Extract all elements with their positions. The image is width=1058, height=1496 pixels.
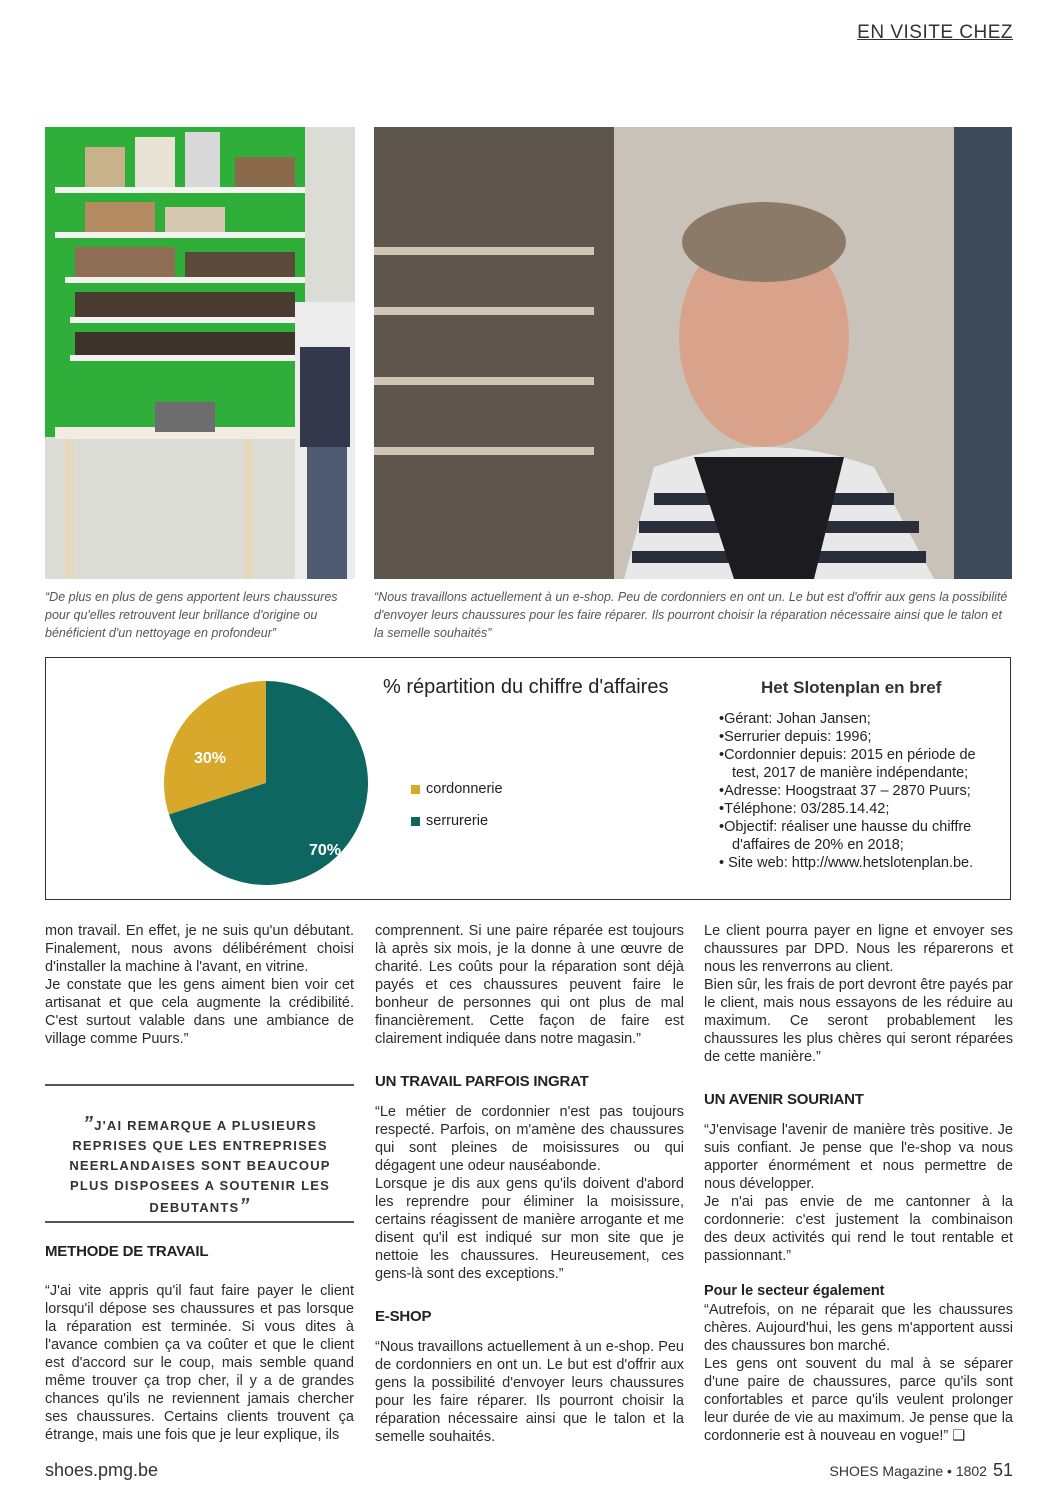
legend-swatch-cordonnerie xyxy=(411,785,420,794)
col3-paragraph-4: Je n'ai pas envie de me cantonner à la cordonnerie: c'est justement la combinaison des deux activités qui rend le tout rentable et passionnant.” xyxy=(704,1194,1013,1264)
legend-item-cordonnerie xyxy=(411,781,503,797)
legend-item-serrurerie xyxy=(411,813,488,829)
article-column-3-end xyxy=(704,1301,1013,1445)
brief-item-objective: •Objectif: réaliser une hausse du chiffre d'affaires de 20% en 2018; xyxy=(719,819,972,853)
brief-list xyxy=(719,710,1004,872)
subheading-secteur: Pour le secteur également xyxy=(704,1283,885,1299)
brief-item-manager: •Gérant: Johan Jansen; xyxy=(719,711,871,727)
legend-swatch-serrurerie xyxy=(411,817,420,826)
col2-paragraph-4: “Nous travaillons actuellement à un e-shop. Peu de cordonniers en ont un. Le but est d'offrir aux gens la possibilité d'envoyer leurs chaussures pour les faire réparer. Ils pourront choisir la réparation nécessaire ainsi que le talon et la semelle souhaités. xyxy=(375,1339,684,1445)
col3-paragraph-5: “Autrefois, on ne réparait que les chaussures chères. Aujourd'hui, les gens m'apportent aussi des chaussures bon marché. xyxy=(704,1302,1013,1354)
legend-label-serrurerie: serrurerie xyxy=(426,813,489,829)
page-number: 51 xyxy=(992,1460,1013,1480)
pullquote-bottom-rule xyxy=(45,1221,354,1223)
pull-quote-close-mark: ” xyxy=(239,1195,251,1217)
heading-e-shop: E-SHOP xyxy=(375,1308,432,1325)
end-mark-icon: ❑ xyxy=(952,1428,966,1444)
workshop-caption: “De plus en plus de gens apportent leurs chaussures pour qu'elles retrouvent leur brillance d'origine ou bénéficient d'un nettoyage en profondeur” xyxy=(45,590,338,640)
col3-paragraph-1: Le client pourra payer en ligne et envoyer ses chaussures par DPD. Nous les réparerons et nous les renverrons au client. xyxy=(704,923,1013,975)
info-box xyxy=(45,657,1011,900)
col2-paragraph-1: comprennent. Si une paire réparée est toujours là après six mois, je la donne à une œuvre de charité. Les coûts pour la réparation sont déjà payés et ces chaussures peuvent faire le bonheur de personnes qui ont plus de mal financièrement. Cette façon de faire est clairement indiquée dans notre magasin.” xyxy=(375,923,684,1047)
portrait-photo xyxy=(374,127,1012,579)
portrait-illustration xyxy=(374,127,1012,579)
pie-label-cordonnerie: 30% xyxy=(194,750,227,767)
article-column-3-mid xyxy=(704,1121,1013,1265)
brief-title: Het Slotenplan en bref xyxy=(761,678,942,697)
pie-label-serrurerie: 70% xyxy=(309,842,342,859)
workshop-illustration xyxy=(45,127,355,579)
section-label: EN VISITE CHEZ xyxy=(857,22,1013,43)
article-column-3 xyxy=(704,922,1013,1066)
brief-item-address: •Adresse: Hoogstraat 37 – 2870 Puurs; xyxy=(719,783,971,799)
brief-item-website: • Site web: http://www.hetslotenplan.be. xyxy=(719,855,974,871)
article-column-1 xyxy=(45,922,354,1048)
col3-paragraph-2: Bien sûr, les frais de port devront être payés par le client, mais nous essayons de les réduire au maximum. Ce seront probablement les chaussures les plus chères qui seront réparées de cette manière.” xyxy=(704,977,1013,1065)
legend-label-cordonnerie: cordonnerie xyxy=(426,781,503,797)
col3-paragraph-6-text: Les gens ont souvent du mal à se séparer d'une paire de chaussures, parce qu'ils sont confortables et parce qu'ils veulent prolonger leur durée de vie au maximum. Je pense que la cordonnerie est à nouveau en vogue!” xyxy=(704,1356,1013,1444)
brief-item-phone: •Téléphone: 03/285.14.42; xyxy=(719,801,890,817)
heading-un-travail-parfois-ingrat: UN TRAVAIL PARFOIS INGRAT xyxy=(375,1073,589,1090)
footer-website: shoes.pmg.be xyxy=(45,1460,159,1480)
col1-paragraph-3: “J'ai vite appris qu'il faut faire payer le client lorsqu'il dépose ses chaussures et pas lorsque la réparation est terminée. Si vous dites à l'avance combien ça va coûter et que le client est d'accord sur le coup, mais semble quand même trouver ça trop cher, il y a de grandes chances qu'ils ne reviennent jamais chercher ses chaussures. Certains clients trouvent ça étrange, mais une fois que je leur explique, ils xyxy=(45,1283,354,1443)
pull-quote xyxy=(55,1114,345,1218)
portrait-caption: “Nous travaillons actuellement à un e-shop. Peu de cordonniers en ont un. Le but est d'offrir aux gens la possibilité d'envoyer leurs chaussures pour les faire réparer. Ils pourront choisir la réparation nécessaire ainsi que le talon et la semelle souhaités” xyxy=(374,590,1008,640)
brief-item-cobbler: •Cordonnier depuis: 2015 en période de test, 2017 de manière indépendante; xyxy=(719,747,976,781)
workshop-photo xyxy=(45,127,355,579)
col2-paragraph-2 xyxy=(375,1103,684,1283)
col3-paragraph-3: “J'envisage l'avenir de manière très positive. Je suis confiant. Je pense que l'e-shop va nous apporter énormément et nous permettre de nous développer. xyxy=(704,1122,1013,1192)
pie-chart xyxy=(161,678,371,888)
brief-item-locksmith: •Serrurier depuis: 1996; xyxy=(719,729,872,745)
pull-quote-text: J'AI REMARQUE A PLUSIEURS REPRISES QUE LES ENTREPRISES NEERLANDAISES SONT BEAUCOUP PLUS DISPOSEES A SOUTENIR LES DEBUTANTS xyxy=(69,1118,331,1215)
chart-title: % répartition du chiffre d'affaires xyxy=(383,676,669,698)
col3-paragraph-6 xyxy=(704,1355,1013,1445)
col1-paragraph-2: Je constate que les gens aiment bien voir cet artisanat et que cela augmente la crédibilité. C'est surtout valable dans une ambiance de village comme Puurs.” xyxy=(45,977,354,1047)
pull-quote-open-mark: ” xyxy=(82,1113,95,1135)
col1-paragraph-1: mon travail. En effet, je ne suis qu'un débutant. Finalement, nous avons délibérément choisi d'installer la machine à l'avant, en vitrine. xyxy=(45,923,354,975)
col2-paragraph-2a: “Le métier de cordonnier n'est pas toujours respecté. Parfois, on m'amène des chaussures qui sont pleines de moisissures ou qui dégagent une odeur nauséabonde. xyxy=(375,1104,684,1174)
heading-un-avenir-souriant: UN AVENIR SOURIANT xyxy=(704,1091,864,1108)
heading-methode-de-travail: METHODE DE TRAVAIL xyxy=(45,1243,209,1260)
pullquote-top-rule xyxy=(45,1084,354,1086)
col2-paragraph-2b: Lorsque je dis aux gens qu'ils doivent d'abord les reprendre pour éliminer la moisissure, certains réagissent de manière arrogante et me disent qu'il est indiqué sur mon site que je nettoie les chaussures. Heureusement, ces gens-là sont des exceptions.” xyxy=(375,1176,684,1282)
footer-magazine-issue: SHOES Magazine • 1802 xyxy=(829,1463,987,1479)
footer-magazine xyxy=(830,1460,1013,1481)
